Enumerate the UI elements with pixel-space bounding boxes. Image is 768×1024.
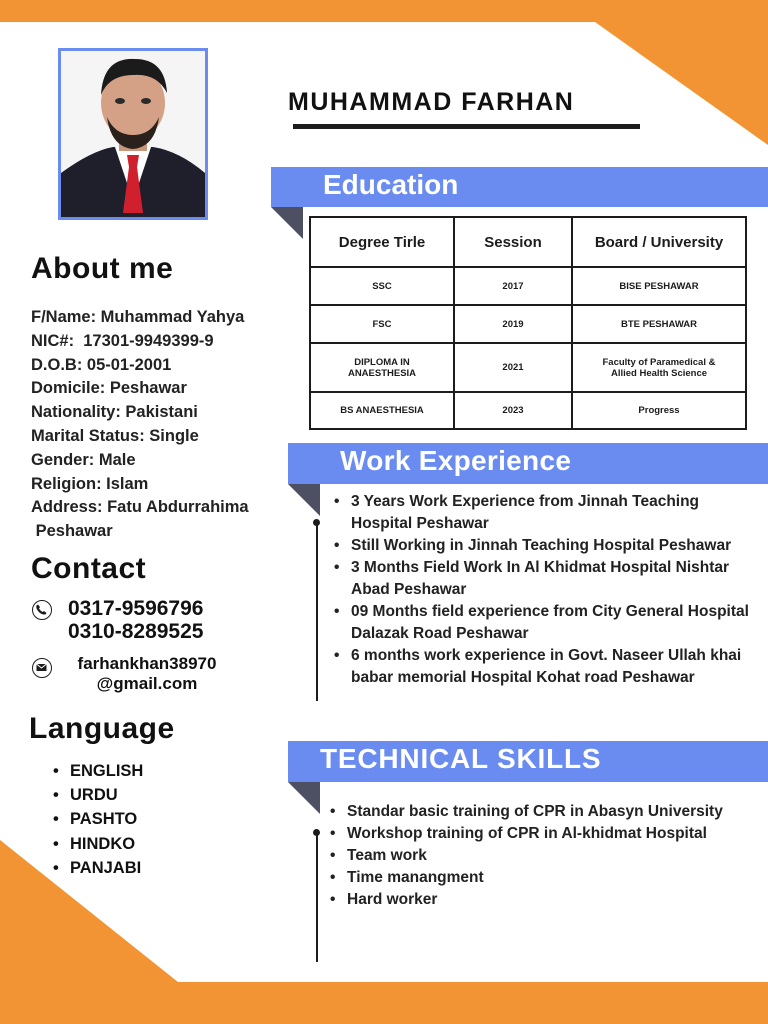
work-item: • 6 months work experience in Govt. Naseer Ullah khai babar memorial Hospital Kohat road Peshawar [351, 645, 756, 689]
about-line: Marital Status: Single [31, 426, 199, 445]
envelope-icon [32, 658, 52, 678]
skills-timeline-dot [313, 829, 320, 836]
skill-item: • Workshop training of CPR in Al-khidmat Hospital [347, 823, 757, 845]
skills-timeline-line [316, 832, 318, 962]
profile-photo [58, 48, 208, 220]
email-line: farhankhan38970 [77, 654, 217, 673]
name-underline [293, 124, 640, 129]
language-item: • HINDKO [70, 832, 143, 856]
table-header-cell: Session [454, 217, 572, 267]
table-row [310, 343, 746, 392]
about-line: Nationality: Pakistani [31, 403, 198, 422]
about-line: Domicile: Peshawar [31, 379, 187, 398]
about-line: Peshawar [31, 522, 113, 541]
work-item: • 09 Months field experience from City General Hospital Dalazak Road Peshawar [351, 601, 756, 645]
table-header-cell: Board / University [572, 217, 746, 267]
phone-icon [32, 600, 52, 620]
skills-heading: TECHNICAL SKILLS [320, 743, 602, 774]
skill-item: • Hard worker [347, 889, 757, 911]
language-heading: Language [29, 712, 175, 745]
email-address[interactable] [56, 654, 238, 694]
education-heading: Education [323, 169, 459, 200]
phone-numbers [68, 597, 203, 643]
table-cell: DIPLOMA IN ANAESTHESIA [310, 343, 454, 392]
table-cell: SSC [310, 267, 454, 305]
table-cell: BISE PESHAWAR [572, 267, 746, 305]
candidate-name: MUHAMMAD FARHAN [288, 88, 575, 116]
skills-banner-fold [288, 782, 320, 814]
language-item: • ENGLISH [70, 759, 143, 783]
table-header-row [310, 217, 746, 267]
table-cell: FSC [310, 305, 454, 343]
table-cell: Progress [572, 392, 746, 429]
about-line: Religion: Islam [31, 474, 149, 493]
contact-heading: Contact [31, 552, 147, 585]
work-timeline-line [316, 521, 318, 701]
skills-banner [288, 741, 768, 782]
about-line: NIC#: 17301-9949399-9 [31, 331, 214, 350]
language-item: • PASHTO [70, 807, 143, 831]
work-heading: Work Experience [340, 445, 572, 476]
skills-list [347, 801, 757, 911]
work-banner [288, 443, 768, 484]
about-details [31, 306, 249, 544]
work-list [351, 491, 756, 689]
about-line: Gender: Male [31, 450, 136, 469]
education-banner-fold [271, 207, 303, 239]
work-item: • Still Working in Jinnah Teaching Hospital Peshawar [351, 535, 756, 557]
skill-item: • Team work [347, 845, 757, 867]
table-cell: 2023 [454, 392, 572, 429]
about-line: Address: Fatu Abdurrahima [31, 498, 249, 517]
email-line: @gmail.com [96, 674, 198, 693]
table-cell: BS ANAESTHESIA [310, 392, 454, 429]
table-cell: 2019 [454, 305, 572, 343]
language-item: • URDU [70, 783, 143, 807]
table-cell: BTE PESHAWAR [572, 305, 746, 343]
language-list [70, 759, 143, 880]
table-row [310, 267, 746, 305]
phone-number-2[interactable]: 0310-8289525 [68, 620, 204, 643]
work-item: • 3 Months Field Work In Al Khidmat Hospital Nishtar Abad Peshawar [351, 557, 756, 601]
table-cell: 2021 [454, 343, 572, 392]
work-banner-fold [288, 484, 320, 516]
about-heading: About me [31, 252, 174, 285]
about-line: D.O.B: 05-01-2001 [31, 355, 172, 374]
education-table [309, 216, 747, 430]
work-item: • 3 Years Work Experience from Jinnah Teaching Hospital Peshawar [351, 491, 756, 535]
skill-item: • Time manangment [347, 867, 757, 889]
skill-item: • Standar basic training of CPR in Abasyn University [347, 801, 757, 823]
about-line: F/Name: Muhammad Yahya [31, 308, 245, 326]
language-item: • PANJABI [70, 856, 143, 880]
education-banner [271, 167, 768, 207]
table-cell: Faculty of Paramedical & Allied Health Science [572, 343, 746, 392]
phone-number-1[interactable]: 0317-9596796 [68, 597, 204, 620]
work-timeline-dot [313, 519, 320, 526]
table-cell: 2017 [454, 267, 572, 305]
table-header-cell: Degree Tirle [310, 217, 454, 267]
table-row [310, 305, 746, 343]
table-row [310, 392, 746, 429]
